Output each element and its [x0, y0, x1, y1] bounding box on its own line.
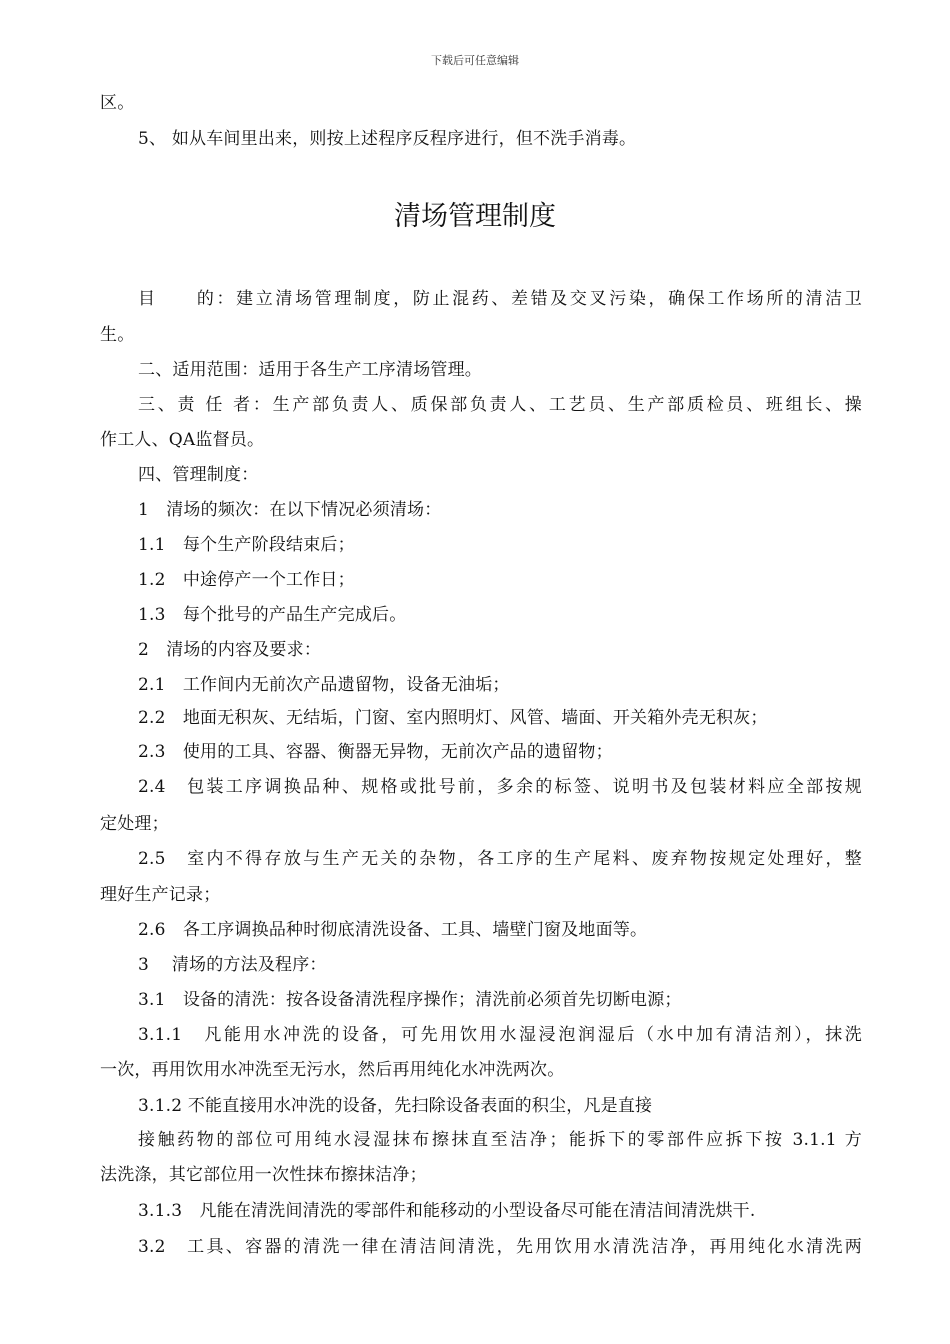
document-title: 清场管理制度: [394, 201, 556, 232]
text-line: 1 清场的频次：在以下情况必须清场：: [138, 500, 442, 520]
text-line: 3.1 设备的清洗：按各设备清洗程序操作；清洗前必须首先切断电源；: [138, 990, 682, 1010]
text-line: 2 清场的内容及要求：: [138, 640, 322, 660]
text-line: 法洗涤，其它部位用一次性抹布擦抹洁净；: [100, 1165, 427, 1185]
text-line: 二、适用范围：适用于各生产工序清场管理。: [138, 360, 482, 380]
text-line: 2.5 室内不得存放与生产无关的杂物，各工序的生产尾料、废弃物按规定处理好，整: [138, 849, 862, 869]
text-line: 目 的：建立清场管理制度，防止混药、差错及交叉污染，确保工作场所的清洁卫: [138, 289, 862, 309]
page-header-note: 下载后可任意编辑: [431, 54, 519, 67]
text-line: 1.3 每个批号的产品生产完成后。: [138, 605, 407, 625]
text-line: 区。: [100, 93, 135, 113]
text-line: 2.2 地面无积灰、无结垢，门窗、室内照明灯、风管、墙面、开关箱外壳无积灰；: [138, 708, 768, 728]
text-line: 定处理；: [100, 814, 169, 834]
text-line: 理好生产记录；: [100, 885, 221, 905]
text-line: 3.1.2 不能直接用水冲洗的设备，先扫除设备表面的积尘，凡是直接: [138, 1096, 653, 1116]
text-line: 2.3 使用的工具、容器、衡器无异物，无前次产品的遗留物；: [138, 742, 613, 762]
text-line: 3 清场的方法及程序：: [138, 955, 327, 975]
text-line: 2.4 包装工序调换品种、规格或批号前，多余的标签、说明书及包装材料应全部按规: [138, 777, 862, 797]
text-line: 生。: [100, 325, 135, 345]
text-line: 2.6 各工序调换品种时彻底清洗设备、工具、墙壁门窗及地面等。: [138, 920, 648, 940]
text-line: 3.1.3 凡能在清洗间清洗的零部件和能移动的小型设备尽可能在清洁间清洗烘干.: [138, 1201, 756, 1221]
text-line: 四、管理制度：: [138, 465, 259, 485]
text-line: 3.2 工具、容器的清洗一律在清洁间清洗，先用饮用水清洗洁净，再用纯化水清洗两: [138, 1237, 862, 1257]
text-line: 接触药物的部位可用纯水浸湿抹布擦抹直至洁净；能拆下的零部件应拆下按 3.1.1 方: [138, 1130, 862, 1150]
text-line: 三、责 任 者：生产部负责人、质保部负责人、工艺员、生产部质检员、班组长、操: [138, 395, 862, 415]
text-line: 一次，再用饮用水冲洗至无污水，然后再用纯化水冲洗两次。: [100, 1060, 565, 1080]
text-line: 1.1 每个生产阶段结束后；: [138, 535, 355, 555]
text-line: 1.2 中途停产一个工作日；: [138, 570, 355, 590]
text-line: 5、 如从车间里出来，则按上述程序反程序进行，但不洗手消毒。: [138, 129, 637, 149]
text-line: 作工人、QA监督员。: [100, 430, 265, 450]
text-line: 3.1.1 凡能用水冲洗的设备，可先用饮用水湿浸泡润湿后（水中加有清洁剂），抹洗: [138, 1025, 862, 1045]
text-line: 2.1 工作间内无前次产品遗留物，设备无油垢；: [138, 675, 510, 695]
